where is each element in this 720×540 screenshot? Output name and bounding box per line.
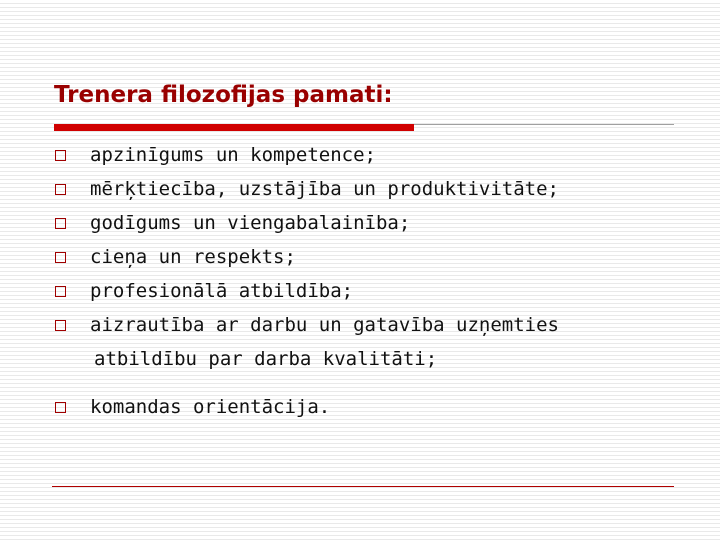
- hollow-square-icon: [55, 320, 66, 331]
- bullet-text: komandas orientācija.: [90, 396, 331, 418]
- bullet-text: apzinīgums un kompetence;: [90, 144, 376, 166]
- bullet-text: aizrautība ar darbu un gatavība uzņemties: [90, 314, 559, 336]
- bullet-text: cieņa un respekts;: [90, 246, 296, 268]
- bullet-text: godīgums un viengabalainība;: [90, 212, 411, 234]
- hollow-square-icon: [55, 286, 66, 297]
- bullet-text: mērķtiecība, uzstājība un produktivitāte;: [90, 178, 559, 200]
- hollow-square-icon: [55, 184, 66, 195]
- hollow-square-icon: [55, 252, 66, 263]
- hollow-square-icon: [55, 402, 66, 413]
- title-divider-accent: [54, 124, 414, 131]
- hollow-square-icon: [55, 218, 66, 229]
- hollow-square-icon: [55, 150, 66, 161]
- footer-divider: [52, 486, 674, 487]
- bullet-text-continuation: atbildību par darba kvalitāti;: [94, 348, 438, 370]
- slide-title: Trenera filozofijas pamati:: [54, 82, 393, 108]
- bullet-text: profesionālā atbildība;: [90, 280, 354, 302]
